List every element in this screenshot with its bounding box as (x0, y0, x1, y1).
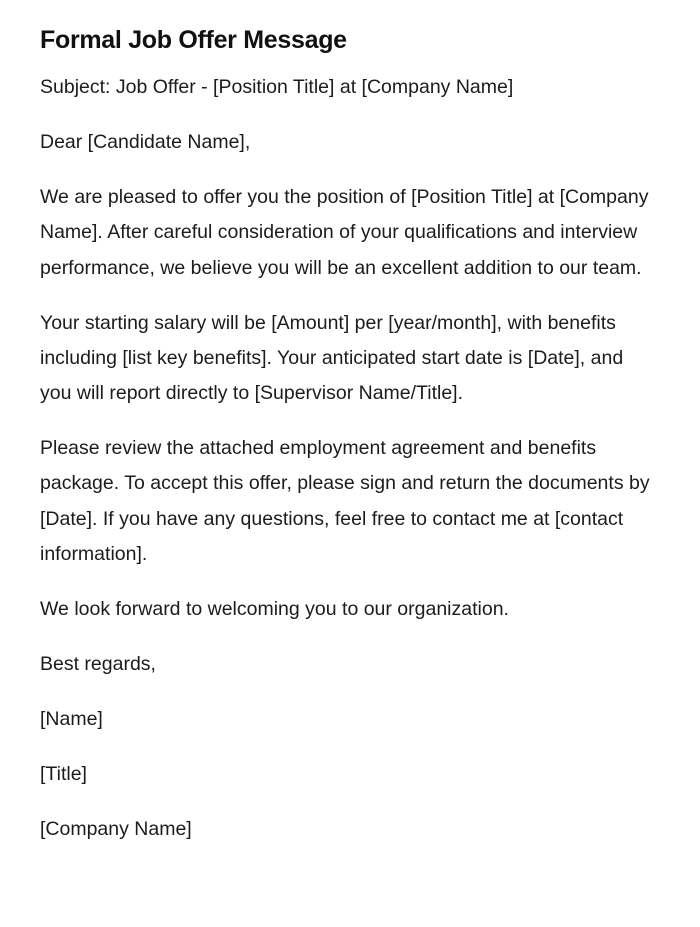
signature-company: [Company Name] (40, 817, 192, 840)
document (40, 22, 652, 867)
signature-title: [Title] (40, 762, 87, 785)
body-paragraph-salary: Your starting salary will be [Amount] per [year/month], with benefits including [list key benefits]. Your anticipated start date is [Date], and you will report directly to [Supervisor Name/Title]. (40, 311, 624, 405)
sign-off: Best regards, (40, 652, 156, 675)
closing-line: We look forward to welcoming you to our organization. (40, 598, 509, 620)
greeting: Dear [Candidate Name], (40, 130, 251, 153)
document-title: Formal Job Offer Message (40, 26, 347, 54)
signature-name: [Name] (40, 707, 103, 730)
subject-line: Subject: Job Offer - [Position Title] at [Company Name] (40, 76, 514, 98)
body-paragraph-offer: We are pleased to offer you the position of [Position Title] at [Company Name]. After careful consideration of your qualifications and interview performance, we believe you will be an excellent addition to our team. (40, 185, 649, 279)
body-paragraph-instructions: Please review the attached employment agreement and benefits package. To accept this offer, please sign and return the documents by [Date]. If you have any questions, feel free to contact me at [contact information]. (40, 437, 650, 566)
